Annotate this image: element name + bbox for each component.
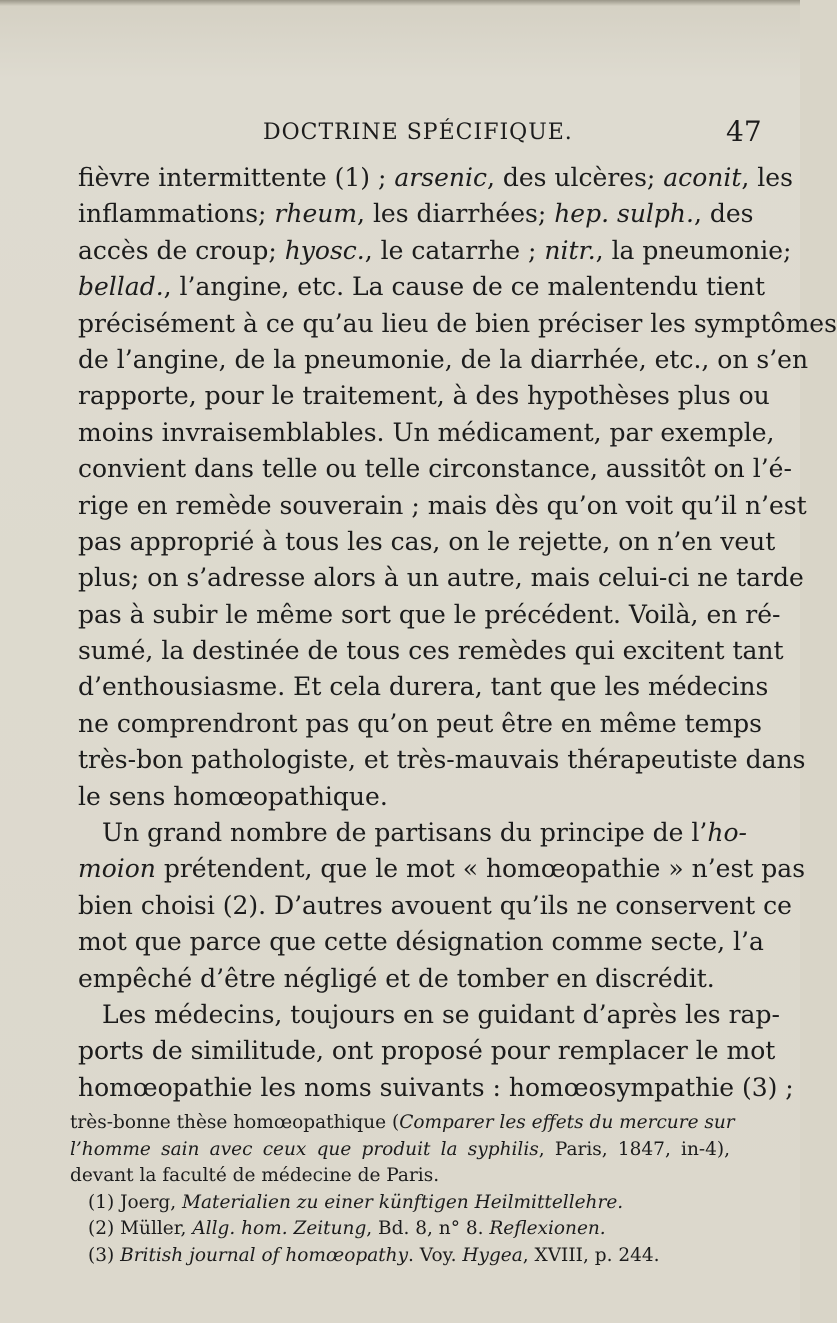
page-header <box>0 115 800 152</box>
body-line: inflammations; rheum, les diarrhées; hep. sulph., des <box>78 199 754 229</box>
body-line: rapporte, pour le traitement, à des hypothèses plus ou <box>78 381 770 411</box>
body-line: empêché d’être négligé et de tomber en discrédit. <box>78 963 715 993</box>
body-line: mot que parce que cette désignation comme secte, l’a <box>78 927 764 957</box>
body-line: moion prétendent, que le mot « homœopathie » n’est pas <box>78 854 806 884</box>
body-line: précisément à ce qu’au lieu de bien préciser les symptômes <box>78 308 837 338</box>
body-line: de l’angine, de la pneumonie, de la diarrhée, etc., on s’en <box>78 344 809 374</box>
footnote-line: (1) Joerg, Materialien zu einer künftigen Heilmittellehre. <box>88 1191 624 1213</box>
body-line: d’enthousiasme. Et cela durera, tant que les médecins <box>78 672 769 702</box>
body-line: Un grand nombre de partisans du principe de l’ho- <box>102 818 747 848</box>
body-line: rige en remède souverain ; mais dès qu’on voit qu’il n’est <box>78 490 807 520</box>
body-line: le sens homœopathique. <box>78 781 388 811</box>
footnote-line: très-bonne thèse homœopathique (Comparer les effets du mercure sur <box>70 1112 735 1133</box>
body-line: moins invraisemblables. Un médicament, par exemple, <box>78 417 775 447</box>
body-line: ne comprendront pas qu’on peut être en même temps <box>78 708 762 738</box>
footnote-line: l’homme sain avec ceux que produit la syphilis, Paris, 1847, in-4), <box>70 1138 730 1160</box>
body-line: sumé, la destinée de tous ces remèdes qui excitent tant <box>78 636 784 666</box>
body-line: bellad., l’angine, etc. La cause de ce malentendu tient <box>78 272 766 302</box>
body-line: accès de croup; hyosc., le catarrhe ; nitr., la pneumonie; <box>78 235 792 265</box>
body-line: bien choisi (2). D’autres avouent qu’ils ne conservent ce <box>78 890 792 920</box>
footnotes <box>70 1110 735 1269</box>
footnote-line: devant la faculté de médecine de Paris. <box>70 1165 440 1186</box>
body-line: fièvre intermittente (1) ; arsenic, des ulcères; aconit, les <box>78 163 793 192</box>
body-line: pas à subir le même sort que le précédent. Voilà, en ré- <box>78 599 781 629</box>
body-line: plus; on s’adresse alors à un autre, mais celui-ci ne tarde <box>78 563 804 593</box>
footnote-line: (3) British journal of homœopathy. Voy. Hygea, XVIII, p. 244. <box>88 1244 660 1266</box>
body-line: homœopathie les noms suivants : homœosympathie (3) ; <box>78 1072 794 1102</box>
body-line: convient dans telle ou telle circonstance, aussitôt on l’é- <box>78 454 792 484</box>
page-number: 47 <box>726 115 762 148</box>
body-text <box>78 160 837 1106</box>
body-line: pas approprié à tous les cas, on le rejette, on n’en veut <box>78 526 776 556</box>
body-line: Les médecins, toujours en se guidant d’après les rap- <box>102 999 780 1029</box>
page-top-edge <box>0 0 800 6</box>
body-line: ports de similitude, ont proposé pour remplacer le mot <box>78 1036 776 1066</box>
running-title: DOCTRINE SPÉCIFIQUE. <box>263 120 573 145</box>
footnote-line: (2) Müller, Allg. hom. Zeitung, Bd. 8, n° 8. Reflexionen. <box>88 1218 606 1239</box>
body-line: très-bon pathologiste, et très-mauvais thérapeutiste dans <box>78 745 806 775</box>
